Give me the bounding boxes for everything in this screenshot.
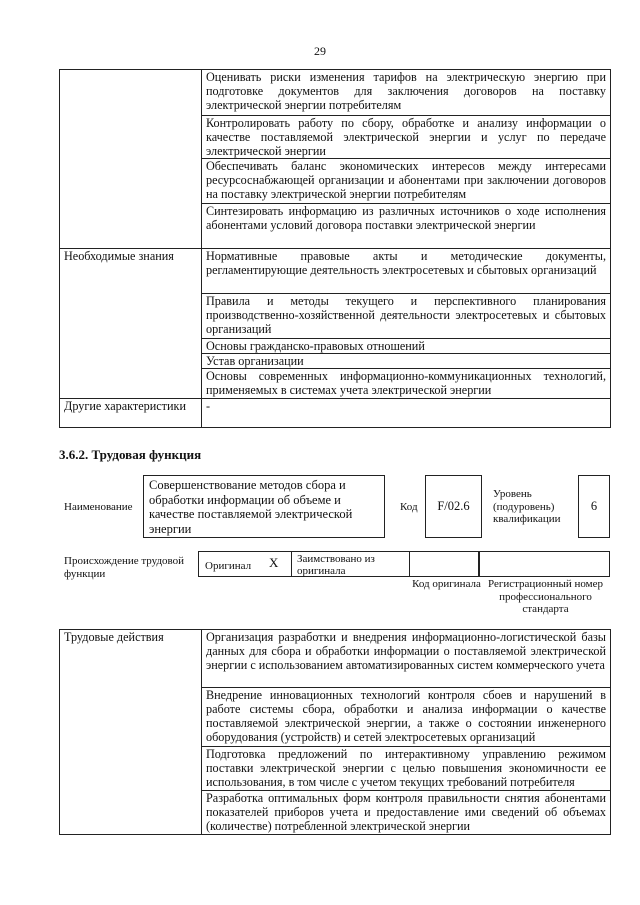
original-label: Оригинал — [205, 560, 252, 572]
registration-number-caption: Регистрационный номер профессионального стандарта — [487, 578, 604, 615]
registration-number-cell — [479, 551, 610, 577]
table-cell: Правила и методы текущего и перспективного планирования производственно-хозяйственной деятельности электросетевых и сбытовых организаций — [202, 294, 611, 339]
origin-label: Происхождение трудовой функции — [64, 555, 185, 580]
section-heading: 3.6.2. Трудовая функция — [59, 447, 202, 462]
page-number: 29 — [314, 44, 326, 58]
table-cell: Внедрение инновационных технологий контроля сбоев и нарушений в работе системы сбора, обработки и анализа информации о качестве поставляемой электрической энергии, а также о состоянии инженерного оборудования (устройств) и сетей электросетевых организаций — [202, 688, 611, 747]
origin-row — [198, 551, 610, 577]
table-cell: Основы современных информационно-коммуникационных технологий, применяемых в системах учета электрической энергии — [202, 369, 611, 399]
table-cell: Обеспечивать баланс экономических интересов между интересами ресурсоснабжающей организации и абонентами при заключении договоров на поставку электрической энергии потребителям — [202, 159, 611, 204]
table-cell: - — [202, 399, 611, 428]
original-code-caption: Код оригинала — [412, 578, 481, 590]
origin-original-cell — [198, 551, 291, 577]
row-label-required-knowledge: Необходимые знания — [60, 249, 202, 399]
table-cell: Устав организации — [202, 354, 611, 369]
table-cell: Оценивать риски изменения тарифов на электрическую энергию при подготовке документов для заключения договоров на поставку электрической энергии потребителям — [202, 70, 611, 116]
row-label — [60, 70, 202, 249]
code-label: Код — [400, 501, 418, 513]
function-name-box: Совершенствование методов сбора и обработки информации об объеме и качестве поставляемой электрической энергии — [143, 475, 385, 538]
skills-knowledge-table — [59, 69, 611, 428]
table-cell: Нормативные правовые акты и методические документы, регламентирующие деятельность электросетевых и сбытовых организаций — [202, 249, 611, 294]
table-row — [60, 70, 611, 116]
table-row — [60, 399, 611, 428]
labor-actions-table — [59, 629, 611, 835]
qualification-level-box: 6 — [578, 475, 610, 538]
name-label: Наименование — [64, 501, 133, 513]
table-cell: Подготовка предложений по интерактивному управлению режимом поставки электрической энергии с целью повышения экономичности ее использования, в том числе с учетом текущих требований потребителя — [202, 747, 611, 791]
table-row — [60, 249, 611, 294]
original-mark: X — [269, 555, 279, 570]
table-cell: Контролировать работу по сбору, обработке и анализу информации о качестве поставляемой электрической энергии и услуг по передаче электрической энергии — [202, 116, 611, 159]
table-cell: Организация разработки и внедрения информационно-логистической базы данных для сбора и обработки информации о поставляемой электрической энергии с использованием автоматизированных систем коммерческого учета — [202, 630, 611, 688]
original-code-cell — [410, 551, 479, 577]
function-code-box: F/02.6 — [425, 475, 482, 538]
origin-borrowed-cell — [291, 551, 410, 577]
table-row — [60, 630, 611, 688]
row-label-other-characteristics: Другие характеристики — [60, 399, 202, 428]
borrowed-label: Заимствовано из оригинала — [297, 553, 375, 577]
qualification-level-label: Уровень (подуровень) квалификации — [493, 488, 561, 525]
row-label-labor-actions: Трудовые действия — [60, 630, 202, 835]
table-cell: Синтезировать информацию из различных источников о ходе исполнения абонентами условий договора поставки электрической энергии — [202, 204, 611, 249]
table-cell: Основы гражданско-правовых отношений — [202, 339, 611, 354]
table-cell: Разработка оптимальных форм контроля правильности снятия абонентами показателей приборов учета и предоставление ими сведений об объемах (количестве) потребленной электрической энергии — [202, 791, 611, 835]
